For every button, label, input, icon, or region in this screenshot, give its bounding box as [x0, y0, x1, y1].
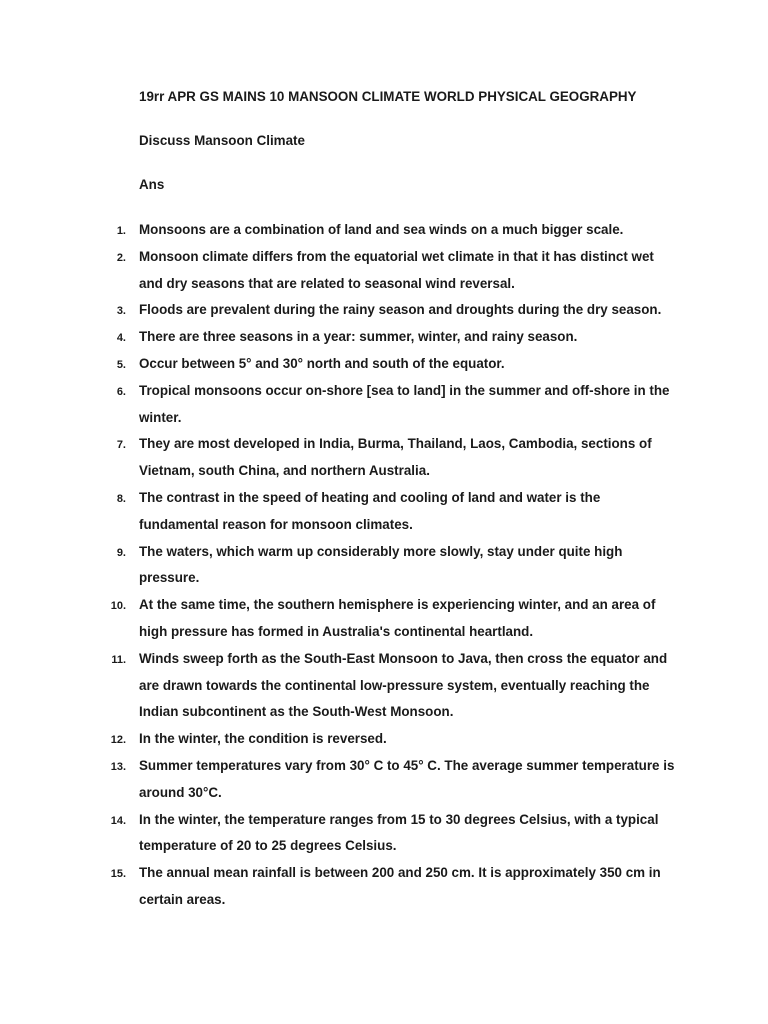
list-item [0, 485, 768, 539]
list-item-number: 12. [110, 734, 126, 747]
list-item [0, 324, 768, 351]
list-item-number: 1. [116, 225, 126, 237]
list-item-number: 14. [110, 814, 126, 827]
list-item [0, 217, 768, 244]
list-item-number: 4. [116, 332, 126, 345]
list-item-number: 5. [116, 358, 126, 371]
list-item-number: 7. [116, 439, 126, 452]
list-item-number: 2. [116, 251, 126, 264]
list-item-text: The contrast in the speed of heating and cooling of land and water is the fundamental reason for monsoon climates. [139, 489, 601, 532]
list-item-text: At the same time, the southern hemisphere is experiencing winter, and an area of high pressure has formed in Australia's continental heartland. [139, 597, 656, 639]
list-item-text: The waters, which warm up considerably more slowly, stay under quite high pressure. [139, 543, 623, 586]
list-item-number: 10. [110, 600, 126, 613]
document-heading: 19rr APR GS MAINS 10 MANSOON CLIMATE WORLD PHYSICAL GEOGRAPHY [139, 89, 637, 104]
list-item-text: Occur between 5° and 30° north and south of the equator. [139, 355, 505, 371]
list-item [0, 378, 768, 432]
list-item [0, 244, 768, 298]
list-item [0, 431, 768, 485]
list-item-number: 9. [116, 546, 126, 559]
list-item-number: 11. [111, 653, 126, 666]
list-item-text: Floods are prevalent during the rainy season and droughts during the dry season. [139, 302, 662, 318]
list-item-number: 13. [110, 760, 126, 773]
list-item [0, 297, 768, 324]
answer-points-list [0, 217, 768, 914]
list-item [0, 726, 768, 753]
list-item [0, 860, 768, 914]
list-item [0, 539, 768, 593]
question-text: Discuss Mansoon Climate [139, 133, 305, 148]
list-item-text: In the winter, the temperature ranges from 15 to 30 degrees Celsius, with a typical temperature of 20 to 25 degrees Celsius. [139, 811, 659, 854]
list-item-text: They are most developed in India, Burma, Thailand, Laos, Cambodia, sections of Vietnam, south China, and northern Australia. [139, 436, 652, 479]
list-item-text: The annual mean rainfall is between 200 and 250 cm. It is approximately 350 cm in certain areas. [139, 865, 661, 907]
list-item-text: Summer temperatures vary from 30° C to 45° C. The average summer temperature is around 30°C. [139, 757, 675, 800]
list-item-text: Monsoons are a combination of land and sea winds on a much bigger scale. [139, 222, 624, 237]
list-item-text: Tropical monsoons occur on-shore [sea to land] in the summer and off-shore in the winter. [139, 382, 670, 425]
list-item [0, 753, 768, 807]
list-item [0, 807, 768, 861]
list-item [0, 351, 768, 378]
list-item [0, 592, 768, 646]
list-item-number: 3. [116, 305, 126, 318]
list-item [0, 646, 768, 726]
answer-label: Ans [139, 177, 165, 192]
list-item-text: There are three seasons in a year: summer, winter, and rainy season. [139, 329, 578, 345]
list-item-text: In the winter, the condition is reversed. [139, 731, 387, 747]
list-item-number: 8. [116, 492, 126, 505]
list-item-number: 15. [110, 868, 126, 881]
list-item-text: Winds sweep forth as the South-East Monsoon to Java, then cross the equator and are drawn towards the continental low-pressure system, eventually reaching the Indian subcontinent as the South-West Monsoon. [139, 650, 668, 720]
list-item-number: 6. [116, 385, 126, 398]
list-item-text: Monsoon climate differs from the equatorial wet climate in that it has distinct wet and dry seasons that are related to seasonal wind reversal. [139, 248, 654, 291]
